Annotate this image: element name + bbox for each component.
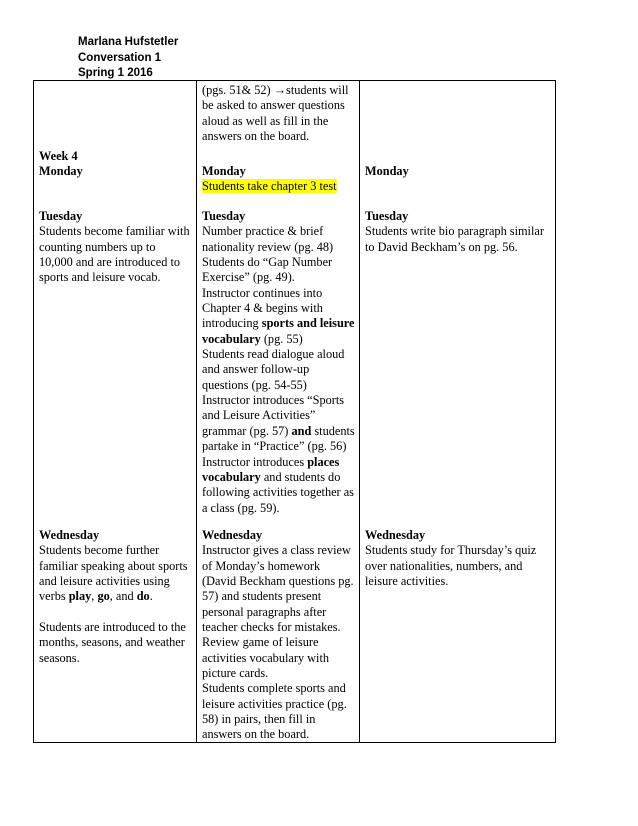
monday-heading: Monday: [365, 164, 409, 178]
verb-do: do: [136, 589, 150, 604]
wednesday-item: Instructor gives a class review of Monday’s homework (David Beckham questions pg. 57) and students present personal paragraphs after teacher checks for mistakes.: [202, 543, 354, 635]
tuesday-item: Number practice & brief nationality review (pg. 48): [202, 224, 334, 254]
wednesday-block: [365, 528, 551, 589]
wednesday-text-a: Students become further familiar speaking about sports and leisure activities using verbs play, go, and do.: [39, 543, 188, 604]
tuesday-item: Instructor introduces “Sports and Leisure Activities” grammar (pg. 57) and students partake in “Practice” (pg. 56): [202, 393, 355, 454]
table-row: [34, 81, 556, 743]
chapter-test-highlight: Students take chapter 3 test: [202, 179, 337, 194]
author-name: Marlana Hufstetler: [78, 36, 179, 48]
tuesday-item: Students read dialogue aloud and answer follow-up questions (pg. 54-55): [202, 347, 345, 392]
tuesday-block: [39, 209, 192, 286]
column-homework: [360, 81, 556, 743]
tuesday-item: Students do “Gap Number Exercise” (pg. 49).: [202, 255, 333, 285]
wednesday-heading: Wednesday: [365, 528, 426, 542]
tuesday-heading: Tuesday: [365, 209, 409, 223]
monday-heading: Monday: [202, 164, 246, 178]
verb-play: play: [68, 589, 92, 604]
wednesday-heading: Wednesday: [202, 528, 263, 542]
tuesday-block: [365, 209, 551, 255]
arrow-icon: →: [273, 83, 287, 97]
column-week: [34, 81, 197, 743]
tuesday-text: Students write bio paragraph similar to David Beckham’s on pg. 56.: [365, 224, 544, 254]
monday-block: [202, 164, 355, 195]
tuesday-block: [202, 209, 355, 516]
verb-go: go: [97, 589, 110, 604]
monday-heading: Monday: [39, 164, 83, 179]
document-header: [78, 35, 178, 82]
wednesday-heading: Wednesday: [39, 528, 100, 542]
course-name: Conversation 1: [78, 51, 162, 64]
lesson-plan-table: [33, 80, 556, 743]
term: Spring 1 2016: [78, 67, 153, 79]
wednesday-block: [202, 528, 355, 743]
monday-block: [365, 164, 551, 179]
tuesday-item: Instructor continues into Chapter 4 & begins with introducing sports and leisure vocabulary (pg. 55): [202, 285, 355, 346]
column-activities: [197, 81, 360, 743]
tuesday-text: Students become familiar with counting numbers up to 10,000 and are introduced to sports and leisure vocab.: [39, 224, 190, 285]
intro-text: (pgs. 51& 52) →students will be asked to answer questions aloud as well as fill in the answers on the board.: [202, 83, 349, 144]
wednesday-item: Review game of leisure activities vocabulary with picture cards.: [202, 635, 330, 681]
wednesday-block: [39, 528, 192, 666]
wednesday-item: Students complete sports and leisure activities practice (pg. 58) in pairs, then fill in answers on the board.: [202, 681, 347, 742]
week-monday-block: [39, 149, 192, 180]
week-label: Week 4: [39, 149, 78, 163]
wednesday-text-b: Students are introduced to the months, seasons, and weather seasons.: [39, 620, 186, 665]
tuesday-item: Instructor introduces places vocabulary and students do following activities together as a class (pg. 59).: [202, 454, 354, 515]
wednesday-text: Students study for Thursday’s quiz over nationalities, numbers, and leisure activities.: [365, 543, 537, 589]
tuesday-heading: Tuesday: [202, 209, 246, 223]
tuesday-heading: Tuesday: [39, 209, 83, 223]
